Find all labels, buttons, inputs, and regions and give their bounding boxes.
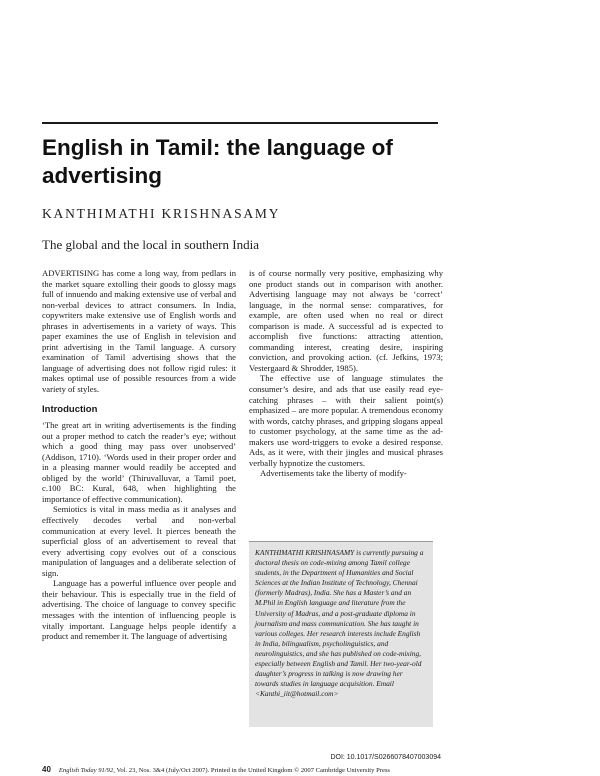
title-rule	[42, 122, 438, 124]
doi-line: DOI: 10.1017/S0266078407003094	[330, 754, 441, 761]
body-paragraph: ‘The great art in writing advertisements is the finding out a proper method to catch the reader’s eye; without which a good thing may pass over unobserved’ (Addison, 1710). ‘Words used in their proper order and in a pleasing manner would readily be accepted and obliged by the world’ (Thiruvalluvar, a Tamil poet, c.100 BC: Kural, 648, when highlighting the importance of effective communication).	[42, 420, 236, 504]
article-subtitle: The global and the local in southern India	[42, 237, 259, 252]
section-heading-introduction: Introduction	[42, 403, 98, 415]
body-paragraph: The effective use of language stimulates the consumer’s desire, and ads that use easily read eye-catching phrases – with their salient point(s) emphasized – are more popular. A tremendous economy with words, catchy phrases, and gripping slogans appeal to customer psychology, at the same time as the ad-makers use word-triggers to evoke a desired response. Ads, as it were, with their jingles and musical phrases verbally hypnotize the customers.	[249, 373, 443, 468]
page-footer	[42, 765, 442, 774]
article-title: English in Tamil: the language of advertising	[42, 135, 393, 188]
body-paragraph: Semiotics is vital in mass media as it analyses and effectively decodes verbal and non-verbal communication at every level. It pierces beneath the superficial gloss of an advertisement to reveal that every advertising copy evolves out of a conscious manipulation of languages and a deliberate selection of sign.	[42, 504, 236, 578]
author-name: KANTHIMATHI KRISHNASAMY	[42, 206, 281, 221]
left-column	[42, 268, 236, 642]
publication-details: Vol. 23, Nos. 3&4 (July/Oct 2007). Printed in the United Kingdom © 2007 Cambridge University Press	[116, 767, 391, 774]
author-bio-text: KANTHIMATHI KRISHNASAMY is currently pursuing a doctoral thesis on code-mixing among Tamil college students, in the Department of Humanities and Social Sciences at the Indian Institute of Technology, Chennai (formerly Madras), India. She has a Master’s and an M.Phil in English language and literature from the University of Madras, and a post-graduate diploma in journalism and mass communication. She has taught in various colleges. Her research interests include English in India, bilingualism, psycholinguistics, and neurolinguistics, and she has published on code-mixing, especially between English and Tamil. Her two-year-old daughter’s progress in talking is now drawing her towards studies in language acquisition. Email <Kanthi_iit@hotmail.com>	[255, 548, 424, 699]
author-bio-box	[249, 541, 433, 727]
body-paragraph: is of course normally very positive, emphasizing why one product stands out in comparison with another. Advertising language may not always be ‘correct’ language, in the normal sense: comparatives, for example, are often used when no real or direct comparison is made. A successful ad is expected to accomplish five functions: attracting attention, commanding interest, creating desire, inspiring conviction, and provoking action. (cf. Jefkins, 1973; Vestergaard & Shrodder, 1985).	[249, 268, 443, 373]
right-column	[249, 268, 443, 479]
page-number: 40	[42, 765, 51, 774]
journal-name: English Today 91/92,	[58, 767, 115, 774]
abstract-paragraph: ADVERTISING has come a long way, from pedlars in the market square extolling their goods to glossy mags full of innuendo and making extensive use of verbal and non-verbal devices to attract consumers. In India, copywriters make extensive use of English words and phrases in advertisements in a variety of ways. This paper examines the use of English in television and print advertising in the Tamil language. A cursory examination of Tamil advertising shows that the language of advertising does not follow rigid rules: it makes optimal use of possible resources from a wide variety of styles.	[42, 268, 236, 395]
body-paragraph: Language has a powerful influence over people and their behaviour. This is especially true in the field of advertising. The choice of language to convey specific messages with the intention of influencing people is vitally important. Language helps people identify a product and remember it. The language of advertising	[42, 578, 236, 642]
body-paragraph: Advertisements take the liberty of modify-	[260, 468, 407, 479]
